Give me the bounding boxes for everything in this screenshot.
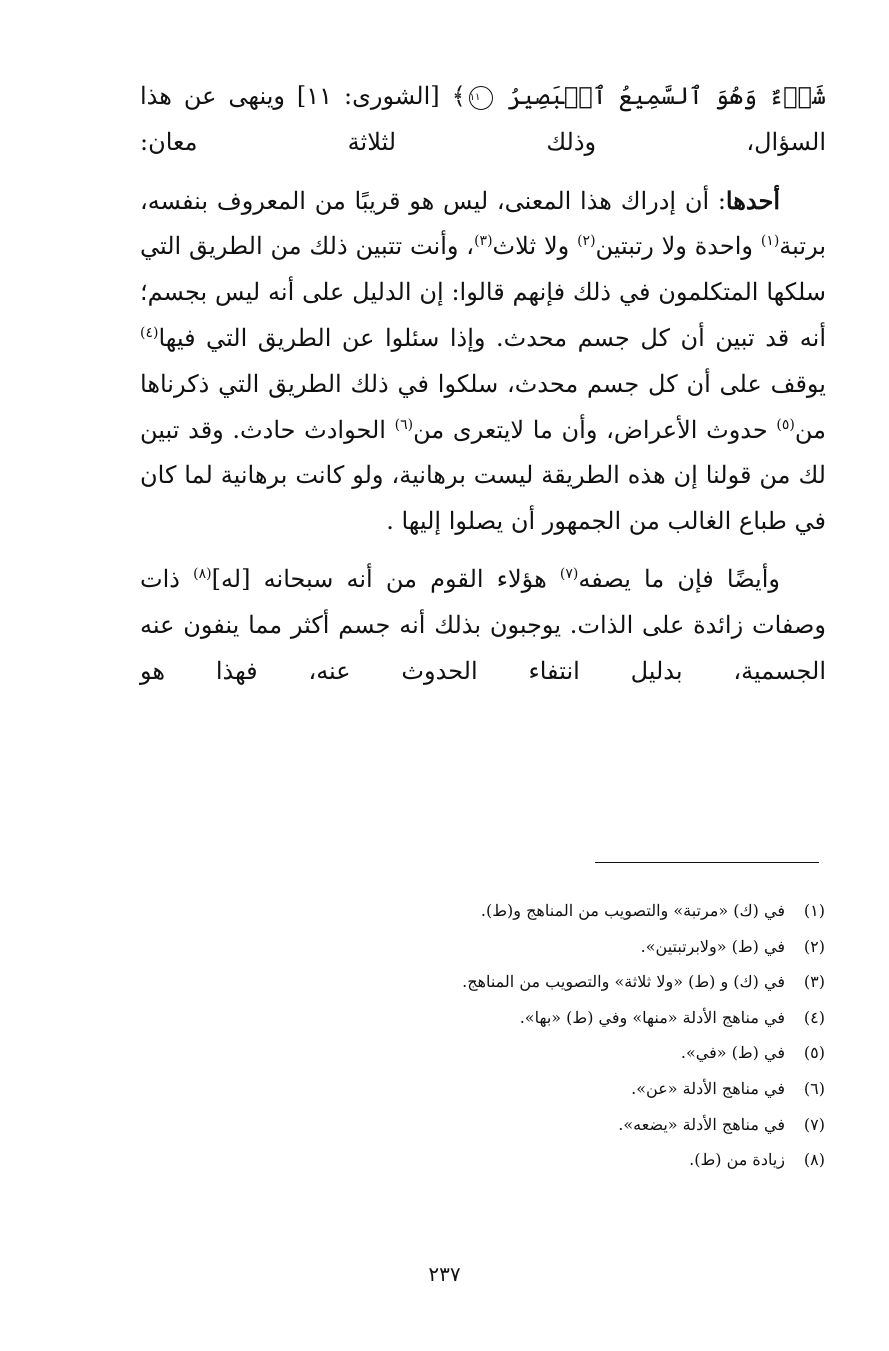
paragraph-3 [140, 557, 826, 694]
footnotes-list [305, 893, 825, 1178]
footnote-ref-6[interactable]: (٦) [394, 416, 414, 433]
paragraph-2-text: ولا ثلاث [492, 232, 578, 261]
paragraph-2-text: : أن إدراك هذا المعنى، ليس هو قريبًا من المعروف بنفسه، برتبة [140, 186, 826, 261]
quran-reference: [الشورى: ١١] [296, 82, 440, 110]
footnote-text: في مناهج الأدلة «منها» وفي (ط) «بها». [519, 1007, 785, 1027]
footnote-number: (٨) [803, 1150, 825, 1170]
paragraph-2-text: حدوث الأعراض، وأن ما لايتعرى من [413, 415, 777, 444]
footnote-item [305, 1035, 825, 1071]
footnote-number: (٦) [803, 1078, 825, 1098]
paragraph-2 [140, 178, 826, 545]
footnote-number: (٢) [803, 936, 825, 956]
paragraph-3-text: وأيضًا فإن ما يصفه [578, 564, 780, 593]
paragraph-2-text: الحوادث حادث. وقد تبين لك من قولنا إن هذه الطريقة ليست برهانية، ولو كانت برهانية لما كان في طباع الغالب من الجمهور أن يصلوا إليها . [140, 415, 826, 536]
paragraph-2-text: ، وأنت تتبين ذلك من الطريق التي سلكها المتكلمون في ذلك فإنهم قالوا: إن الدليل على أنه ليس بجسم؛ أنه قد تبين أن كل جسم محدث. وإذا سئلوا عن الطريق التي فيها [140, 232, 826, 352]
footnote-text: في (ط) «ولابرتبتين». [640, 936, 785, 956]
footnote-number: (٣) [803, 972, 825, 992]
footnote-text: في مناهج الأدلة «يضعه». [618, 1114, 785, 1134]
footnote-item [305, 1071, 825, 1107]
footnote-number: (٤) [803, 1007, 825, 1027]
footnote-item [305, 1000, 825, 1036]
footnote-item [305, 1107, 825, 1143]
footnote-text: في (ط) «في». [680, 1043, 785, 1063]
footnote-number: (١) [803, 901, 825, 920]
ayah-number-marker: ١١ [469, 86, 493, 110]
paragraph-1-text: وينهى عن هذا السؤال، وذلك لثلاثة معان: [140, 82, 826, 156]
paragraph-2-lead: أحدها [725, 185, 780, 215]
footnote-separator [595, 862, 819, 863]
quran-closing-bracket: ﴾ [451, 82, 466, 110]
footnote-ref-8[interactable]: (٨) [193, 565, 212, 582]
footnote-item [305, 1142, 825, 1178]
paragraph-2-text: يوقف على أن كل جسم محدث، سلكوا في ذلك الطريق التي ذكرناها من [140, 369, 826, 444]
footnote-ref-3[interactable]: (٣) [474, 233, 493, 250]
footnote-item [305, 893, 825, 929]
paragraph-3-text: ذات وصفات زائدة على الذات. يوجبون بذلك أنه جسم أكثر مما ينفون عنه الجسمية، بدليل انتفاء الحدوث عنه، فهذا هو [140, 564, 826, 685]
page-number: ٢٣٧ [428, 1262, 461, 1286]
footnote-text: في (ك) «مرتبة» والتصويب من المناهج و(ط). [480, 901, 785, 920]
quran-fragment: شَىۡءٌ وَهُوَ ٱلسَّمِيعُ ٱلۡبَصِيرُ [507, 82, 826, 110]
footnote-ref-5[interactable]: (٥) [776, 416, 795, 433]
footnote-item [305, 929, 825, 965]
footnote-number: (٧) [803, 1114, 825, 1134]
main-text [140, 74, 826, 694]
paragraph-3-text: هؤلاء القوم من أنه سبحانه [له] [211, 564, 560, 593]
paragraph-1 [140, 74, 826, 166]
footnote-number: (٥) [803, 1043, 825, 1063]
footnote-ref-1[interactable]: (١) [760, 233, 780, 250]
footnote-text: زيادة من (ط). [689, 1150, 785, 1170]
footnote-text: في مناهج الأدلة «عن». [631, 1078, 785, 1098]
footnote-ref-2[interactable]: (٢) [577, 233, 596, 250]
footnote-item [305, 964, 825, 1000]
footnote-text: في (ك) و (ط) «ولا ثلاثة» والتصويب من المناهج. [462, 972, 785, 992]
paragraph-2-text: واحدة ولا رتبتين [595, 232, 761, 261]
footnote-ref-4[interactable]: (٤) [140, 324, 159, 341]
footnote-ref-7[interactable]: (٧) [559, 565, 579, 582]
